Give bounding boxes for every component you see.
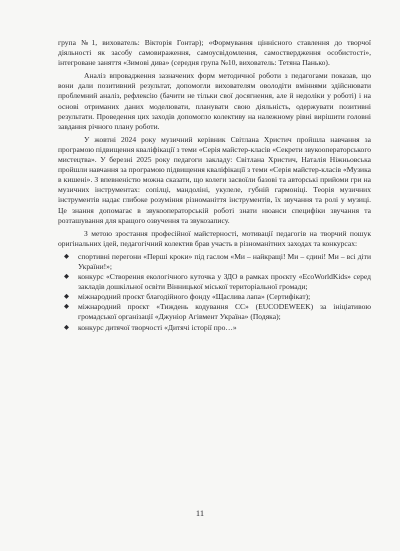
bullet-icon: ◆	[64, 293, 69, 301]
list-item	[58, 272, 371, 292]
list-item-text: конкурс «Створення екологічного куточка у ЗДО в рамках проєкту «EcoWorldKids» серед закладів дошкільної освіти Вінницької міської територіальної громади;	[78, 272, 371, 292]
list-item	[58, 323, 371, 333]
list-item-text: міжнародний проєкт «Тиждень кодування СС» (EUCODEWEEK) за ініціативою громадської організації «Джуніор Агівмент Україна» (Подяка);	[78, 302, 371, 322]
list-item-text: спортивні перегони «Перші кроки» під гаслом «Ми – найкращі! Ми – єдині! Ми – всі діти України!»;	[78, 251, 371, 271]
list-item	[58, 252, 371, 272]
contest-list	[58, 252, 371, 333]
bullet-icon: ◆	[64, 273, 69, 281]
bullet-icon: ◆	[64, 323, 69, 331]
list-item-text: конкурс дитячої творчості «Дитячі історії про…»	[78, 322, 237, 332]
page-number: 11	[195, 508, 205, 518]
paragraph-contests-intro: З метою зростання професійної майстерності, мотивації педагогів на творчий пошук оригінальних ідей, педагогічний колектив брав участь в різноманітних заходах та конкурсах:	[58, 228, 371, 248]
bullet-icon: ◆	[64, 303, 69, 311]
list-item	[58, 302, 371, 322]
paragraph-analysis: Аналіз впровадження зазначених форм методичної роботи з педагогами показав, що вони дали позитивний результат, допомогли вихователям оволодіти вміннями здійснювати проблемний аналіз, рефлексію (бачити не тільки свої досягнення, але й недоліки у роботі) і на основі отриманих даних моделювати, планувати свою діяльність, одержувати позитивні результати. Проведення цих заходів допомогло колективу на належному рівні вирішити головні завдання річного плану роботи.	[58, 71, 371, 131]
list-item	[58, 292, 371, 302]
paragraph-continuation: група №1, вихователь: Вікторія Гонтар); «Формування ціннісного ставлення до творчої діяльності як засобу самовираження, самоусвідомлення, самоствердження особистості», інтегроване заняття «Зимові дива» (середня група №10, вихователь: Тетяна Панько).	[58, 38, 371, 68]
bullet-icon: ◆	[64, 252, 69, 260]
paragraph-training: У жовтні 2024 року музичний керівник Світлана Христич пройшла навчання за програмою підвищення кваліфікації з теми «Серія майстер-класів «Секрети звукооператорського мистецтва». У березні 2025 року педагоги закладу: Світлана Христич, Наталія Ніжньовська пройшли навчання за програмою підвищення кваліфікації з теми «Серія майстер-класів «Музика в кишені». З впевненістю можна сказати, що колеги засвоїли базові та авторські прийоми гри на музичних інструментах: сопілці, мандоліні, укулеле, губній гармоніці. Теорія музичних інструментів надає глибоке розуміння різноманіття інструментів, їх звучання та ролі у музиці. Це знання допомагає в звукооператорській роботі знати нюанси специфіки звучання та розташування для кращого озвучення та звукозапису.	[58, 134, 371, 225]
list-item-text: міжнародний проєкт благодійного фонду «Щаслива лапа» (Сертифікат);	[78, 292, 311, 302]
